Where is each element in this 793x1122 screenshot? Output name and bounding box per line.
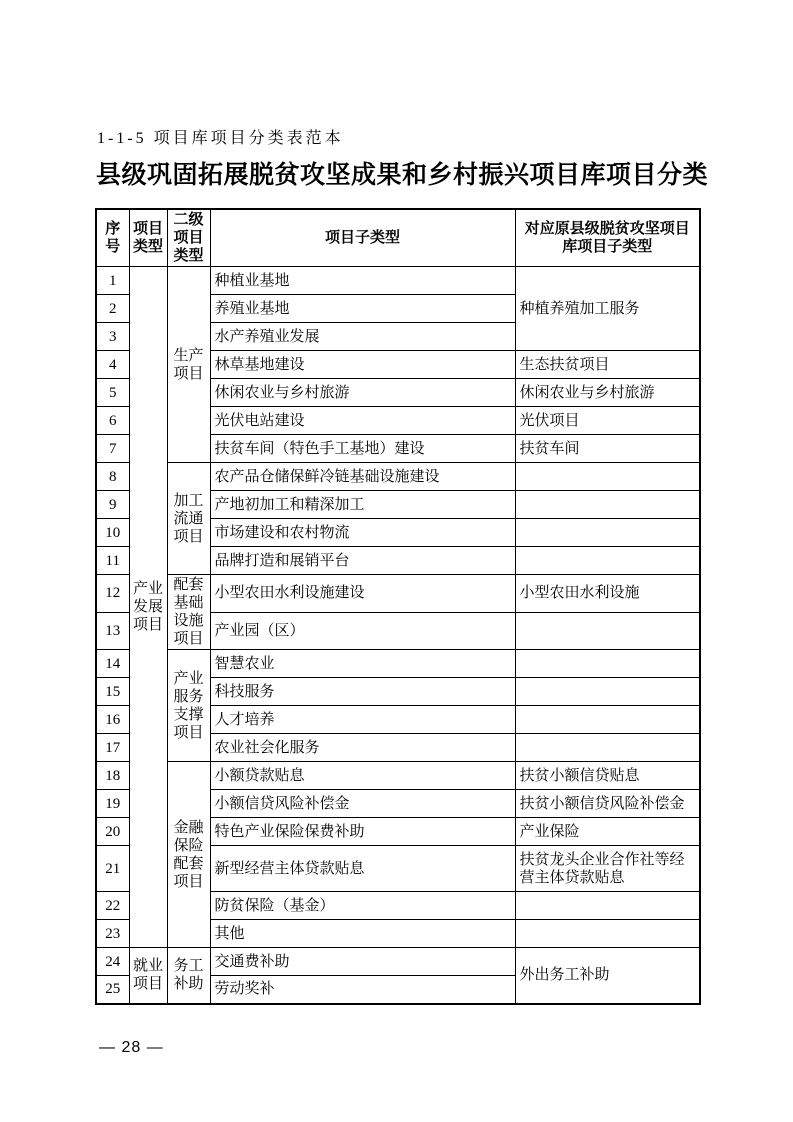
cell-type-industry: 产业发展项目 <box>129 267 167 948</box>
cell-level2-labor: 务工补助 <box>167 948 210 1004</box>
header-level2: 二级项目类型 <box>167 209 210 267</box>
cell-subtype: 小额贷款贴息 <box>210 762 515 790</box>
cell-subtype: 光伏电站建设 <box>210 407 515 435</box>
cell-subtype: 产地初加工和精深加工 <box>210 491 515 519</box>
cell-no: 4 <box>96 351 129 379</box>
cell-level2-processing: 加工流通项目 <box>167 463 210 575</box>
cell-subtype: 科技服务 <box>210 678 515 706</box>
cell-orig <box>515 519 700 547</box>
table-header-row <box>96 209 700 267</box>
cell-no: 8 <box>96 463 129 491</box>
cell-no: 3 <box>96 323 129 351</box>
cell-orig: 扶贫龙头企业合作社等经营主体贷款贴息 <box>515 846 700 892</box>
cell-no: 9 <box>96 491 129 519</box>
page-number: — 28 — <box>99 1039 164 1056</box>
cell-subtype: 休闲农业与乡村旅游 <box>210 379 515 407</box>
table-row <box>96 463 700 491</box>
cell-subtype: 市场建设和农村物流 <box>210 519 515 547</box>
cell-subtype: 小型农田水利设施建设 <box>210 575 515 613</box>
cell-no: 20 <box>96 818 129 846</box>
cell-no: 5 <box>96 379 129 407</box>
cell-no: 2 <box>96 295 129 323</box>
cell-no: 23 <box>96 920 129 948</box>
cell-subtype: 人才培养 <box>210 706 515 734</box>
cell-no: 17 <box>96 734 129 762</box>
cell-orig-merged: 种植养殖加工服务 <box>515 267 700 351</box>
cell-subtype: 养殖业基地 <box>210 295 515 323</box>
cell-no: 22 <box>96 892 129 920</box>
cell-subtype: 特色产业保险保费补助 <box>210 818 515 846</box>
table-row <box>96 650 700 678</box>
cell-no: 18 <box>96 762 129 790</box>
cell-orig <box>515 892 700 920</box>
cell-orig: 光伏项目 <box>515 407 700 435</box>
cell-no: 6 <box>96 407 129 435</box>
cell-level2-service: 产业服务支撑项目 <box>167 650 210 762</box>
cell-no: 13 <box>96 612 129 650</box>
table-row <box>96 762 700 790</box>
header-orig <box>515 209 700 267</box>
cell-subtype: 智慧农业 <box>210 650 515 678</box>
cell-orig <box>515 920 700 948</box>
cell-orig: 扶贫车间 <box>515 435 700 463</box>
cell-orig <box>515 734 700 762</box>
table-row <box>96 575 700 613</box>
cell-orig: 产业保险 <box>515 818 700 846</box>
cell-orig: 休闲农业与乡村旅游 <box>515 379 700 407</box>
cell-no: 21 <box>96 846 129 892</box>
cell-orig <box>515 706 700 734</box>
cell-no: 25 <box>96 976 129 1004</box>
cell-subtype: 其他 <box>210 920 515 948</box>
cell-orig: 扶贫小额信贷风险补偿金 <box>515 790 700 818</box>
cell-subtype: 种植业基地 <box>210 267 515 295</box>
cell-no: 10 <box>96 519 129 547</box>
doc-label: 1-1-5 项目库项目分类表范本 <box>97 130 344 147</box>
table-row <box>96 948 700 976</box>
cell-orig: 扶贫小额信贷贴息 <box>515 762 700 790</box>
cell-level2-finance: 金融保险配套项目 <box>167 762 210 948</box>
cell-subtype: 扶贫车间（特色手工基地）建设 <box>210 435 515 463</box>
cell-no: 14 <box>96 650 129 678</box>
page-title: 县级巩固拓展脱贫攻坚成果和乡村振兴项目库项目分类 <box>96 162 709 189</box>
cell-level2-production: 生产项目 <box>167 267 210 463</box>
cell-orig: 生态扶贫项目 <box>515 351 700 379</box>
cell-subtype: 交通费补助 <box>210 948 515 976</box>
cell-orig <box>515 612 700 650</box>
cell-orig: 小型农田水利设施 <box>515 575 700 613</box>
header-type: 项目类型 <box>129 209 167 267</box>
header-orig-text: 对应原县级脱贫攻坚项目库项目子类型 <box>524 221 690 255</box>
cell-subtype: 农业社会化服务 <box>210 734 515 762</box>
cell-subtype: 新型经营主体贷款贴息 <box>210 846 515 892</box>
cell-subtype: 小额信贷风险补偿金 <box>210 790 515 818</box>
header-subtype: 项目子类型 <box>210 209 515 267</box>
cell-no: 15 <box>96 678 129 706</box>
cell-no: 1 <box>96 267 129 295</box>
cell-level2-infrastructure: 配套基础设施项目 <box>167 575 210 650</box>
cell-orig <box>515 547 700 575</box>
cell-no: 19 <box>96 790 129 818</box>
cell-no: 11 <box>96 547 129 575</box>
classification-table <box>95 208 701 1005</box>
cell-subtype: 产业园（区） <box>210 612 515 650</box>
cell-subtype: 防贫保险（基金） <box>210 892 515 920</box>
cell-orig <box>515 491 700 519</box>
cell-subtype: 劳动奖补 <box>210 976 515 1004</box>
cell-subtype: 品牌打造和展销平台 <box>210 547 515 575</box>
table-row <box>96 267 700 295</box>
cell-subtype: 水产养殖业发展 <box>210 323 515 351</box>
cell-no: 24 <box>96 948 129 976</box>
cell-type-employment: 就业项目 <box>129 948 167 1004</box>
header-no: 序号 <box>96 209 129 267</box>
cell-orig <box>515 650 700 678</box>
cell-orig <box>515 463 700 491</box>
cell-orig-merged: 外出务工补助 <box>515 948 700 1004</box>
cell-no: 7 <box>96 435 129 463</box>
cell-subtype: 农产品仓储保鲜冷链基础设施建设 <box>210 463 515 491</box>
cell-orig <box>515 678 700 706</box>
cell-subtype: 林草基地建设 <box>210 351 515 379</box>
cell-no: 16 <box>96 706 129 734</box>
cell-no: 12 <box>96 575 129 613</box>
